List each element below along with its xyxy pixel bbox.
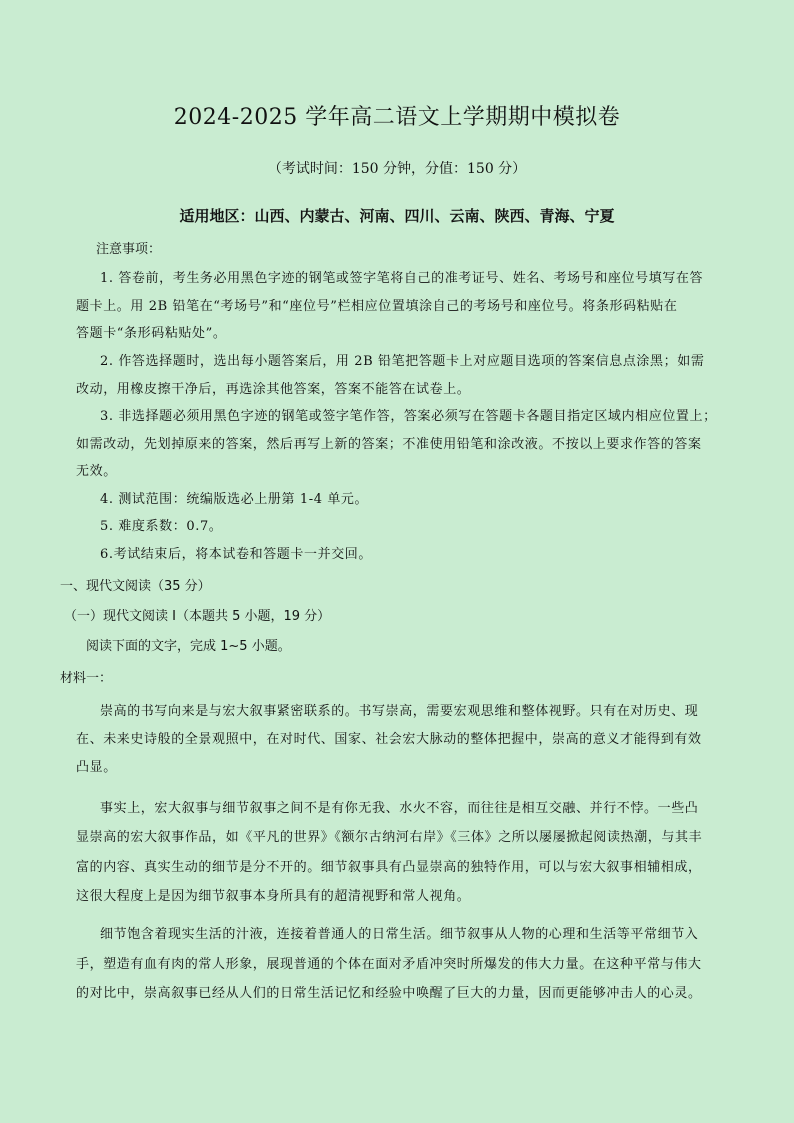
reading-instruction: 阅读下面的文字，完成 1~5 小题。 xyxy=(86,639,291,654)
note-line: 1. 答卷前，考生务必用黑色字迹的钢笔或签字笔将自己的准考证号、姓名、考场号和座位号填写在答 xyxy=(100,271,704,286)
note-line: 6.考试结束后，将本试卷和答题卡一并交回。 xyxy=(100,547,373,562)
section-heading: 一、现代文阅读（35 分） xyxy=(60,579,211,594)
paragraph-line: 的对比中，崇高叙事已经从人们的日常生活记忆和经验中唤醒了巨大的力量，因而更能够冲击人的心灵。 xyxy=(76,986,702,1001)
paragraph-line: 细节饱含着现实生活的汁液，连接着普通人的日常生活。细节叙事从人物的心理和生活等平常细节入 xyxy=(100,927,699,942)
exam-subtitle: （考试时间：150 分钟，分值：150 分） xyxy=(267,161,527,177)
paragraph-line: 显崇高的宏大叙事作品，如《平凡的世界》《额尔古纳河右岸》《三体》之所以屡屡掀起阅读热潮，与其丰 xyxy=(76,830,703,845)
paragraph-line: 在、未来史诗般的全景观照中，在对时代、国家、社会宏大脉动的整体把握中，崇高的意义才能得到有效 xyxy=(76,732,702,747)
note-line: 4. 测试范围：统编版选必上册第 1-4 单元。 xyxy=(100,492,369,507)
paragraph-line: 这很大程度上是因为细节叙事本身所具有的超清视野和常人视角。 xyxy=(76,889,471,904)
note-line: 无效。 xyxy=(76,464,117,479)
applicable-region: 适用地区：山西、内蒙古、河南、四川、云南、陕西、青海、宁夏 xyxy=(179,207,615,225)
note-line: 5. 难度系数：0.7。 xyxy=(100,519,223,534)
paragraph-line: 事实上，宏大叙事与细节叙事之间不是有你无我、水火不容，而往往是相互交融、并行不悖。一些凸 xyxy=(100,801,699,816)
note-line: 答题卡“条形码粘贴处”。 xyxy=(76,326,227,341)
note-line: 题卡上。用 2B 铅笔在“考场号”和“座位号”栏相应位置填涂自己的考场号和座位号。将条形码粘贴在 xyxy=(76,299,678,314)
note-line: 改动，用橡皮擦干净后，再选涂其他答案，答案不能答在试卷上。 xyxy=(76,382,471,397)
paragraph-line: 富的内容、真实生动的细节是分不开的。细节叙事具有凸显崇高的独特作用，可以与宏大叙事相辅相成， xyxy=(76,860,702,875)
exam-title: 2024-2025 学年高二语文上学期期中模拟卷 xyxy=(173,105,621,130)
note-line: 3. 非选择题必须用黑色字迹的钢笔或签字笔作答，答案必须写在答题卡各题目指定区域内相应位置上； xyxy=(100,409,717,424)
paragraph-line: 手，塑造有血有肉的常人形象，展现普通的个体在面对矛盾冲突时所爆发的伟大力量。在这种平常与伟大 xyxy=(76,957,702,972)
note-line: 如需改动，先划掉原来的答案，然后再写上新的答案；不准使用铅笔和涂改液。不按以上要求作答的答案 xyxy=(76,437,702,452)
material-label: 材料一： xyxy=(60,671,113,686)
paragraph-line: 凸显。 xyxy=(76,760,117,775)
paragraph-line: 崇高的书写向来是与宏大叙事紧密联系的。书写崇高，需要宏观思维和整体视野。只有在对历史、现 xyxy=(100,704,699,719)
notes-heading: 注意事项： xyxy=(96,242,162,257)
subsection-heading: （一）现代文阅读 I（本题共 5 小题，19 分） xyxy=(64,609,331,624)
note-line: 2. 作答选择题时，选出每小题答案后，用 2B 铅笔把答题卡上对应题目选项的答案信息点涂黑；如需 xyxy=(100,354,705,369)
